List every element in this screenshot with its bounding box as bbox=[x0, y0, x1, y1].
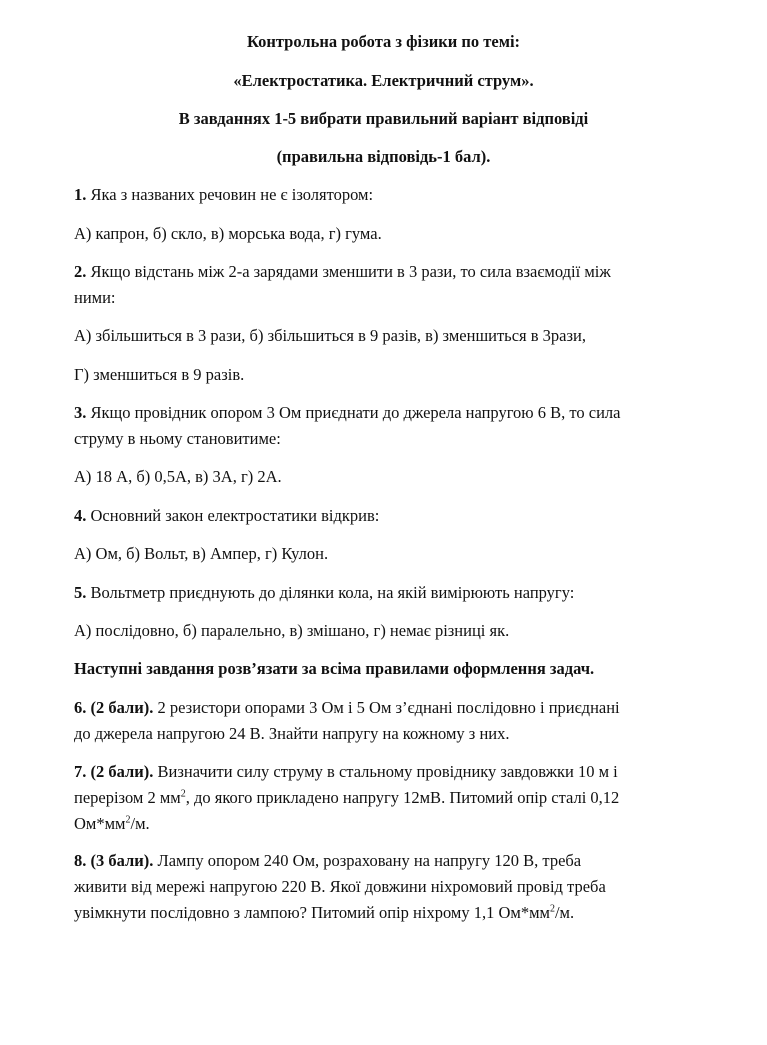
question-8-cont-2 bbox=[74, 902, 574, 924]
question-4-answers: А) Ом, б) Вольт, в) Ампер, г) Кулон. bbox=[74, 544, 329, 563]
question-2-cont: ними: bbox=[74, 288, 116, 307]
question-number: 8. (3 бали). bbox=[74, 851, 154, 870]
question-text: Визначити силу струму в стальному провіднику завдовжки 10 м і bbox=[153, 762, 618, 781]
question-6-cont: до джерела напругою 24 В. Знайти напругу на кожному з них. bbox=[74, 724, 510, 743]
superscript: 2 bbox=[180, 788, 186, 800]
question-5 bbox=[74, 582, 574, 604]
question-7-cont-2 bbox=[74, 813, 150, 835]
question-number: 7. (2 бали). bbox=[74, 762, 154, 781]
question-3 bbox=[74, 402, 620, 424]
question-number: 6. (2 бали). bbox=[74, 698, 154, 717]
question-8 bbox=[74, 850, 581, 872]
question-3-cont: струму в ньому становитиме: bbox=[74, 429, 281, 448]
question-2 bbox=[74, 261, 611, 283]
title-line-2: «Електростатика. Електричний струм». bbox=[233, 71, 534, 90]
text-fragment: /м. bbox=[554, 903, 575, 922]
question-text: 2 резистори опорами 3 Ом і 5 Ом з’єднані послідовно і приєднані bbox=[153, 698, 620, 717]
question-7 bbox=[74, 761, 618, 783]
instructions-line-1: В завданнях 1-5 вибрати правильний варіант відповіді bbox=[178, 109, 589, 128]
question-3-answers: А) 18 А, б) 0,5А, в) 3А, г) 2А. bbox=[74, 467, 282, 486]
text-fragment: , до якого прикладено напругу 12мВ. Питомий опір сталі 0,12 bbox=[185, 788, 620, 807]
question-text: Якщо провідник опором 3 Ом приєднати до джерела напругою 6 В, то сила bbox=[86, 403, 621, 422]
question-text: Якщо відстань між 2-а зарядами зменшити в 3 рази, то сила взаємодії між bbox=[86, 262, 611, 281]
text-fragment: перерізом 2 мм bbox=[74, 788, 181, 807]
question-6 bbox=[74, 697, 620, 719]
question-7-cont bbox=[74, 787, 619, 809]
question-text: Основний закон електростатики відкрив: bbox=[86, 506, 380, 525]
section-2-heading: Наступні завдання розв’язати за всіма правилами оформлення задач. bbox=[74, 659, 595, 678]
superscript: 2 bbox=[125, 814, 131, 826]
text-fragment: /м. bbox=[130, 814, 150, 833]
instructions-line-2: (правильна відповідь-1 бал). bbox=[276, 147, 491, 166]
question-number: 5. bbox=[74, 583, 87, 602]
question-text: Яка з названих речовин не є ізолятором: bbox=[86, 185, 374, 204]
title-line-1: Контрольна робота з фізики по темі: bbox=[246, 32, 521, 51]
question-2-answers: А) збільшиться в 3 рази, б) збільшиться в 9 разів, в) зменшиться в 3рази, bbox=[74, 326, 586, 345]
question-text: Лампу опором 240 Ом, розраховану на напругу 120 В, треба bbox=[153, 851, 582, 870]
question-1 bbox=[74, 184, 373, 206]
question-1-answers: А) капрон, б) скло, в) морська вода, г) гума. bbox=[74, 224, 382, 243]
question-2-answers-cont: Г) зменшиться в 9 разів. bbox=[74, 365, 245, 384]
question-8-cont: живити від мережі напругою 220 В. Якої довжини ніхромовий провід треба bbox=[74, 877, 606, 896]
question-number: 1. bbox=[74, 185, 87, 204]
question-number: 4. bbox=[74, 506, 87, 525]
text-fragment: увімкнути послідовно з лампою? Питомий опір ніхрому 1,1 Ом*мм bbox=[74, 903, 550, 922]
question-5-answers: А) послідовно, б) паралельно, в) змішано, г) немає різниці як. bbox=[74, 621, 510, 640]
question-number: 2. bbox=[74, 262, 87, 281]
text-fragment: Ом*мм bbox=[74, 814, 126, 833]
superscript: 2 bbox=[549, 903, 555, 915]
question-4 bbox=[74, 505, 379, 527]
question-text: Вольтметр приєднують до ділянки кола, на якій вимірюють напругу: bbox=[86, 583, 575, 602]
question-number: 3. bbox=[74, 403, 87, 422]
